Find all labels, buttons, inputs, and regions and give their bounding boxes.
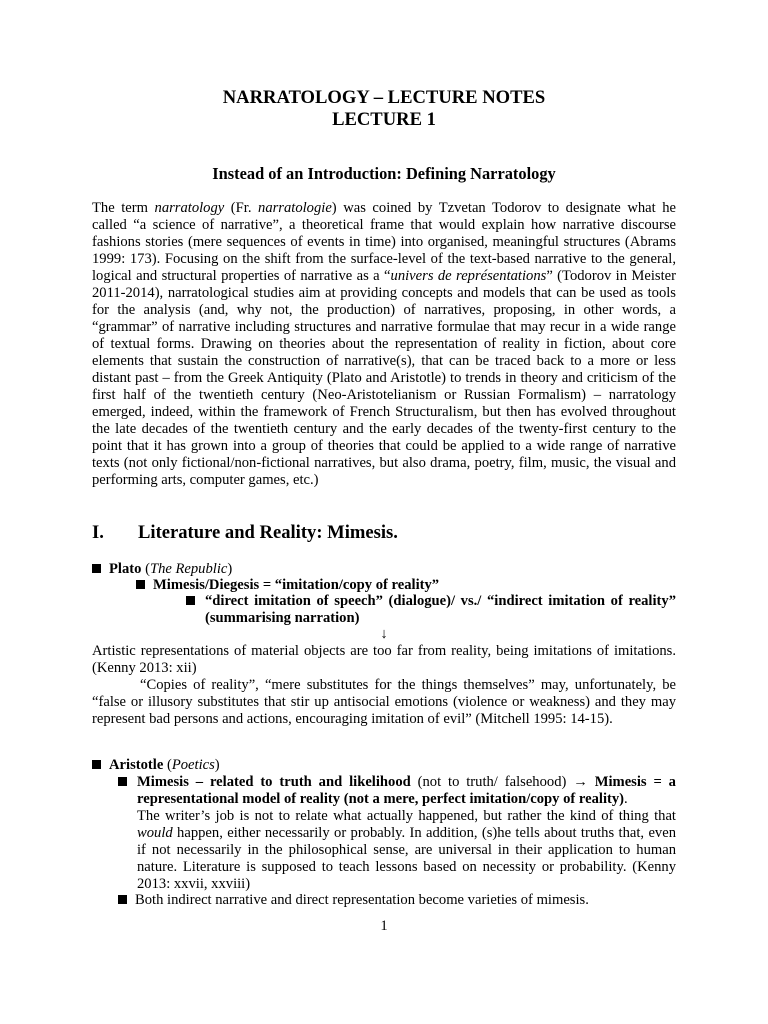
plato-work-open: ( <box>141 561 150 577</box>
document-title: NARRATOLOGY – LECTURE NOTES <box>222 87 546 108</box>
varieties-bullet <box>118 892 589 909</box>
direct-imitation-bullet <box>186 593 203 610</box>
mimesis-diegesis-bullet <box>136 577 439 594</box>
varieties-text: Both indirect narrative and direct representation become varieties of mimesis. <box>135 892 589 908</box>
intro-italic-narratology: narratology <box>154 200 225 216</box>
aristotle-work-close: ) <box>214 757 220 773</box>
intro-text-4: ” (Todorov in Meister 2011-2014), narratological studies aim at providing concepts and models that can be used as tools for the analysis (and, why not, the production) of narratives, proposing, in other words, a “grammar” of narrative including structures and narrative formulae that may recur in a wide range of textual forms. Drawing on theories about the representation of reality in fiction, about core elements that sustain the construction of narrative(s), that can be traced back to a more or less distant past – from the Greek Antiquity (Plato and Aristotle) to trends in theory and criticism of the first half of the twentieth century (Neo-Aristotelianism or Russian Formalism) – narratology emerged, indeed, within the framework of French Structuralism, but then has evolved throughout the late decades of the twentieth century and the early decades of the twenty-first century to the point that it has grown into a group of theories that could be applied to a wide range of narrative texts (not only fictional/non-fictional narratives, but also drama, poetry, film, music, the visual and performing arts, computer games, etc.) <box>92 268 677 488</box>
square-bullet-icon <box>92 760 101 769</box>
mimesis-truth-text <box>137 774 676 893</box>
mimesis-model-end: . <box>624 791 628 807</box>
intro-paragraph <box>92 200 676 489</box>
plato-bullet <box>92 561 232 578</box>
section-title: Literature and Reality: Mimesis. <box>138 522 398 543</box>
writer-job-italic: would <box>137 825 173 841</box>
aristotle-bullet <box>92 757 220 774</box>
plato-work: The Republic <box>149 561 228 577</box>
intro-text-3: ) was coined by Tzvetan Todorov to designate what he called “a science of narrative”, a theoretical frame that would explain how narrative discourse fashions stories (mere sequences of events in time) into organised, meaningful structures (Abrams 1999: 173). Focusing on the shift from the surface-level of the text-based narrative to the general, logical and structural properties of narrative as a “ <box>92 200 676 284</box>
aristotle-name: Aristotle <box>109 757 164 773</box>
square-bullet-icon <box>92 564 101 573</box>
mimesis-truth-bold: Mimesis – related to truth and likelihood <box>137 774 411 790</box>
mimesis-truth-plain: (not to truth/ falsehood) → <box>410 774 595 790</box>
section-heading <box>92 522 398 544</box>
intro-italic-narratologie: narratologie <box>258 200 332 216</box>
aristotle-work-open: ( <box>163 757 172 773</box>
plato-paragraph-2: “Copies of reality”, “mere substitutes for the things themselves” may, unfortunately, be “false or illusory substitutes that stir up antisocial emotions (violence or weakness) and they may represent bad persons and actions, encouraging imitation of evil” (Mitchell 1995: 14-15). <box>92 677 676 727</box>
mimesis-model-bold: Mimesis = a representational model of reality (not a mere, perfect imitation/copy of reality) <box>137 774 676 807</box>
direct-imitation-text: “direct imitation of speech” (dialogue)/ vs./ “indirect imitation of reality” (summarising narration) <box>205 593 676 626</box>
plato-name: Plato <box>109 561 142 577</box>
square-bullet-icon <box>136 580 145 589</box>
mimesis-diegesis-text: Mimesis/Diegesis = “imitation/copy of reality” <box>153 577 440 593</box>
intro-italic-univers: univers de représentations <box>390 268 547 284</box>
section-number: I. <box>92 522 104 543</box>
plato-paragraph-1: Artistic representations of material objects are too far from reality, being imitations of imitations. (Kenny 2013: xii) <box>92 643 676 676</box>
square-bullet-icon <box>118 895 127 904</box>
intro-heading: Instead of an Introduction: Defining Narratology <box>212 164 556 183</box>
writer-job-text-1: The writer’s job is not to relate what actually happened, but rather the kind of thing that <box>137 808 676 824</box>
plato-work-close: ) <box>227 561 233 577</box>
mimesis-truth-bullet <box>118 774 135 791</box>
down-arrow-icon: ↓ <box>380 626 388 642</box>
writer-job-text-2: happen, either necessarily or probably. In addition, (s)he tells about truths that, even if not necessarily in the philosophical sense, are universal in their application to human nature. Literature is supposed to teach lessons based on necessity or probability. (Kenny 2013: xxvii, xxviii) <box>137 825 676 892</box>
page-number: 1 <box>380 918 388 934</box>
intro-text-1: The term <box>92 200 155 216</box>
intro-text-2: (Fr. <box>224 200 259 216</box>
lecture-number: LECTURE 1 <box>332 109 436 130</box>
aristotle-work: Poetics <box>171 757 215 773</box>
square-bullet-icon <box>186 596 195 605</box>
square-bullet-icon <box>118 777 127 786</box>
